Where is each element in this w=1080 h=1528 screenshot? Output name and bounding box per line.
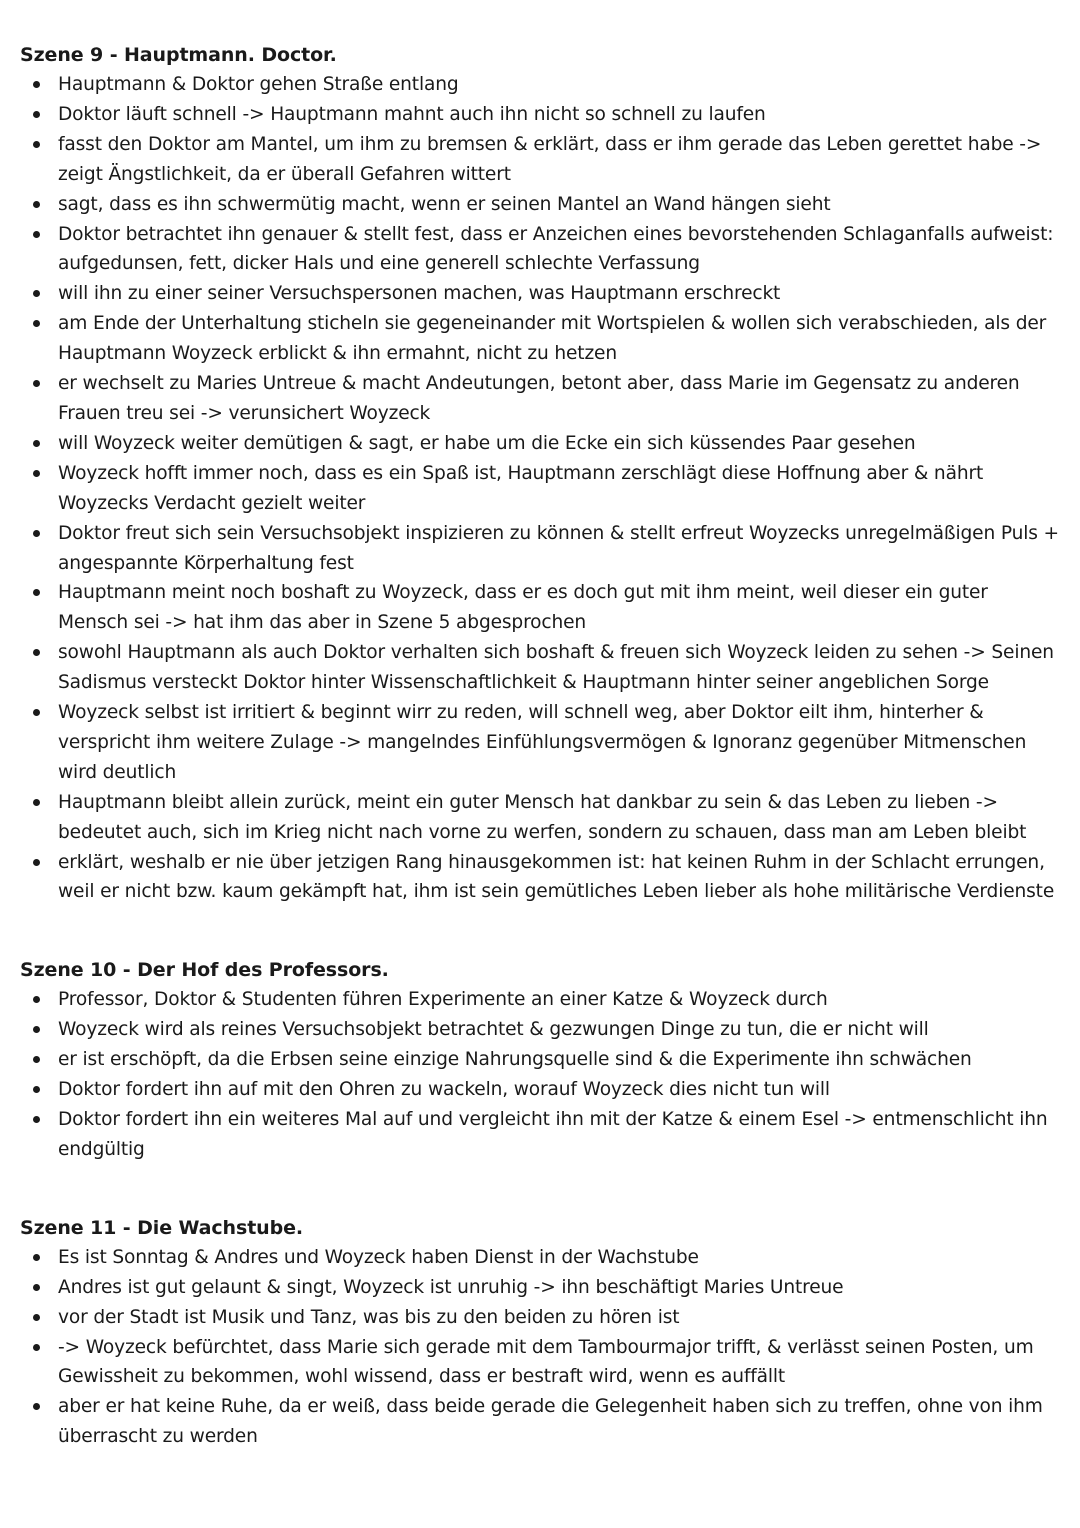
bullet-icon bbox=[33, 1284, 40, 1291]
bullet-icon bbox=[33, 1086, 40, 1093]
list-item bbox=[20, 279, 1060, 309]
list-item bbox=[20, 1333, 1060, 1393]
list-item-text: Es ist Sonntag & Andres und Woyzeck haben Dienst in der Wachstube bbox=[58, 1246, 699, 1268]
list-item-text: Doktor fordert ihn auf mit den Ohren zu wackeln, worauf Woyzeck dies nicht tun will bbox=[58, 1079, 830, 1101]
list-item-text: Andres ist gut gelaunt & singt, Woyzeck ist unruhig -> ihn beschäftigt Maries Untreue bbox=[58, 1276, 844, 1298]
list-item-text: sagt, dass es ihn schwermütig macht, wenn er seinen Mantel an Wand hängen sieht bbox=[58, 193, 831, 215]
list-item bbox=[20, 519, 1060, 579]
list-item bbox=[20, 70, 1060, 100]
bullet-icon bbox=[33, 1026, 40, 1033]
list-item-text: aber er hat keine Ruhe, da er weiß, dass beide gerade die Gelegenheit haben sich zu treffen, ohne von ihm überrascht zu werden bbox=[58, 1396, 1043, 1448]
list-item bbox=[20, 578, 1060, 638]
list-item-text: will ihn zu einer seiner Versuchspersonen machen, was Hauptmann erschreckt bbox=[58, 283, 781, 305]
list-item-text: Doktor läuft schnell -> Hauptmann mahnt auch ihn nicht so schnell zu laufen bbox=[58, 103, 766, 125]
bullet-icon bbox=[33, 1314, 40, 1321]
list-item bbox=[20, 429, 1060, 459]
bullet-icon bbox=[33, 1344, 40, 1351]
list-item-text: -> Woyzeck befürchtet, dass Marie sich gerade mit dem Tambourmajor trifft, & verlässt seinen Posten, um Gewissheit zu bekommen, wohl wissend, dass er bestraft wird, wenn es auffällt bbox=[58, 1336, 1034, 1388]
list-item-text: Woyzeck hofft immer noch, dass es ein Spaß ist, Hauptmann zerschlägt diese Hoffnung aber & nährt Woyzecks Verdacht gezielt weiter bbox=[58, 462, 984, 514]
list-item-text: Woyzeck wird als reines Versuchsobjekt betrachtet & gezwungen Dinge zu tun, die er nicht will bbox=[58, 1019, 929, 1041]
bullet-icon bbox=[33, 859, 40, 866]
list-item-text: Doktor fordert ihn ein weiteres Mal auf und vergleicht ihn mit der Katze & einem Esel -> entmenschlicht ihn endgültig bbox=[58, 1109, 1048, 1160]
bullet-icon bbox=[33, 320, 40, 327]
bullet-icon bbox=[33, 589, 40, 596]
list-item bbox=[20, 1015, 1060, 1045]
list-item-text: sowohl Hauptmann als auch Doktor verhalten sich boshaft & freuen sich Woyzeck leiden zu sehen -> Seinen Sadismus versteckt Doktor hinter Wissenschaftlichkeit & Hauptmann hinter seiner angeblichen Sorge bbox=[58, 642, 1054, 694]
bullet-icon bbox=[33, 380, 40, 387]
list-item bbox=[20, 848, 1060, 908]
scene-11-title: Szene 11 - Die Wachstube. bbox=[20, 1216, 304, 1239]
bullet-icon bbox=[33, 1056, 40, 1063]
bullet-icon bbox=[33, 290, 40, 297]
list-item bbox=[20, 1105, 1060, 1165]
list-item-text: Hauptmann & Doktor gehen Straße entlang bbox=[58, 74, 459, 95]
bullet-icon bbox=[33, 141, 40, 148]
scene-9-section bbox=[20, 40, 1060, 907]
list-item bbox=[20, 459, 1060, 519]
list-item bbox=[20, 130, 1060, 190]
list-item-text: Doktor freut sich sein Versuchsobjekt inspizieren zu können & stellt erfreut Woyzecks unregelmäßigen Puls + angespannte Körperhaltung fest bbox=[58, 522, 1059, 574]
list-item-text: er wechselt zu Maries Untreue & macht Andeutungen, betont aber, dass Marie im Gegensatz zu anderen Frauen treu sei -> verunsichert Woyzeck bbox=[58, 373, 1020, 424]
list-item bbox=[20, 985, 1060, 1015]
bullet-icon bbox=[33, 1403, 40, 1410]
list-item-text: vor der Stadt ist Musik und Tanz, was bis zu den beiden zu hören ist bbox=[58, 1306, 680, 1328]
bullet-icon bbox=[33, 996, 40, 1003]
scene-11-section bbox=[20, 1213, 1060, 1452]
list-item-text: er ist erschöpft, da die Erbsen seine einzige Nahrungsquelle sind & die Experimente ihn schwächen bbox=[58, 1049, 972, 1071]
scene-10-title: Szene 10 - Der Hof des Professors. bbox=[20, 959, 389, 982]
list-item-text: Professor, Doktor & Studenten führen Experimente an einer Katze & Woyzeck durch bbox=[58, 989, 828, 1011]
bullet-icon bbox=[33, 440, 40, 447]
scene-10-section bbox=[20, 955, 1060, 1164]
list-item bbox=[20, 638, 1060, 698]
bullet-icon bbox=[33, 1254, 40, 1261]
list-item bbox=[20, 190, 1060, 220]
list-item bbox=[20, 698, 1060, 788]
bullet-icon bbox=[33, 470, 40, 477]
list-item bbox=[20, 369, 1060, 429]
list-item-text: fasst den Doktor am Mantel, um ihm zu bremsen & erklärt, dass er ihm gerade das Leben gerettet habe -> zeigt Ängstlichkeit, da er überall Gefahren wittert bbox=[58, 133, 1042, 185]
bullet-icon bbox=[33, 1116, 40, 1123]
list-item-text: am Ende der Unterhaltung sticheln sie gegeneinander mit Wortspielen & wollen sich verabschieden, als der Hauptmann Woyzeck erblickt & ihn ermahnt, nicht zu hetzen bbox=[58, 313, 1047, 365]
list-item bbox=[20, 1273, 1060, 1303]
list-item bbox=[20, 1303, 1060, 1333]
list-item bbox=[20, 309, 1060, 369]
bullet-icon bbox=[33, 709, 40, 716]
list-item bbox=[20, 788, 1060, 848]
scene-9-list bbox=[20, 70, 1060, 907]
list-item-text: Hauptmann meint noch boshaft zu Woyzeck, dass er es doch gut mit ihm meint, weil dieser ein guter Mensch sei -> hat ihm das aber in Szene 5 abgesprochen bbox=[58, 582, 988, 634]
bullet-icon bbox=[33, 530, 40, 537]
bullet-icon bbox=[33, 201, 40, 208]
scene-11-list bbox=[20, 1243, 1060, 1452]
bullet-icon bbox=[33, 111, 40, 118]
list-item bbox=[20, 1392, 1060, 1452]
list-item bbox=[20, 220, 1060, 280]
list-item bbox=[20, 1045, 1060, 1075]
list-item bbox=[20, 1243, 1060, 1273]
list-item bbox=[20, 1075, 1060, 1105]
list-item-text: Doktor betrachtet ihn genauer & stellt fest, dass er Anzeichen eines bevorstehenden Schlaganfalls aufweist: aufgedunsen, fett, dicker Hals und eine generell schlechte Verfassung bbox=[58, 223, 1054, 275]
scene-9-title: Szene 9 - Hauptmann. Doctor. bbox=[20, 44, 337, 66]
bullet-icon bbox=[33, 799, 40, 806]
list-item-text: Woyzeck selbst ist irritiert & beginnt wirr zu reden, will schnell weg, aber Doktor eilt ihm, hinterher & verspricht ihm weitere Zulage -> mangelndes Einfühlungsvermögen & Ignoranz gegenüber Mitmenschen wird deutlich bbox=[58, 702, 1027, 783]
bullet-icon bbox=[33, 231, 40, 238]
list-item-text: Hauptmann bleibt allein zurück, meint ein guter Mensch hat dankbar zu sein & das Leben zu lieben -> bedeutet auch, sich im Krieg nicht nach vorne zu werfen, sondern zu schauen, dass man am Leben bleibt bbox=[58, 791, 1027, 843]
bullet-icon bbox=[33, 81, 40, 88]
bullet-icon bbox=[33, 649, 40, 656]
list-item-text: erklärt, weshalb er nie über jetzigen Rang hinausgekommen ist: hat keinen Ruhm in der Schlacht errungen, weil er nicht bzw. kaum gekämpft hat, ihm ist sein gemütliches Leben lieber als hohe militärische Verdienste bbox=[58, 851, 1055, 903]
scene-10-list bbox=[20, 985, 1060, 1164]
list-item bbox=[20, 100, 1060, 130]
list-item-text: will Woyzeck weiter demütigen & sagt, er habe um die Ecke ein sich küssendes Paar gesehen bbox=[58, 432, 916, 454]
